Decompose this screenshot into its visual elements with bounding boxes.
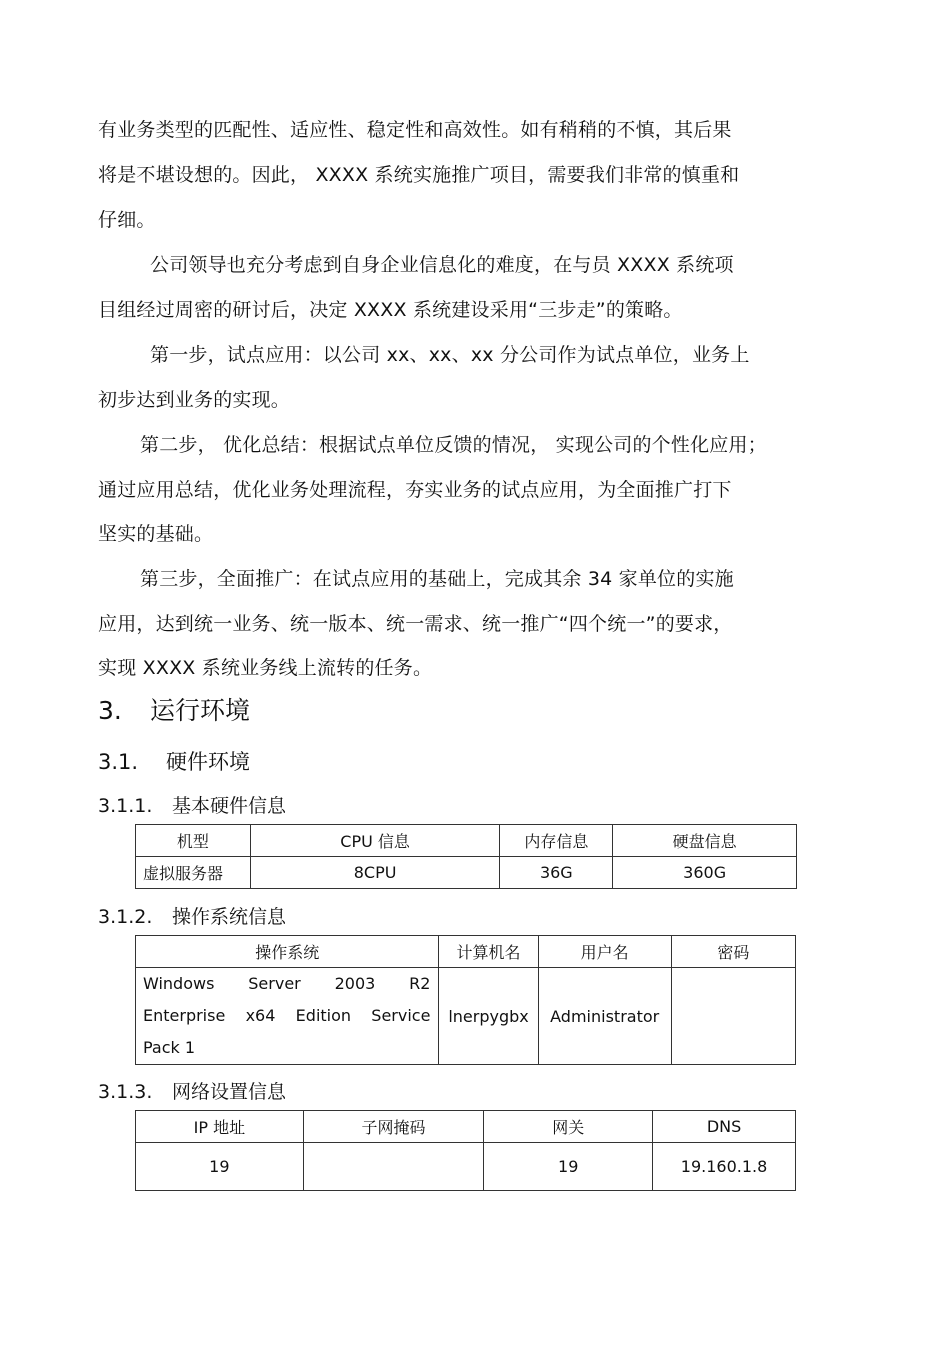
table-header: CPU 信息: [250, 825, 500, 857]
table-cell: 19: [484, 1143, 653, 1191]
heading-text: 操作系统信息: [172, 906, 287, 928]
table-header: 用户名: [538, 936, 671, 968]
table-header: 计算机名: [439, 936, 538, 968]
os-line: [143, 1000, 430, 1032]
paragraph-line: 公司领导也充分考虑到自身企业信息化的难度，在与员 XXXX 系统项: [150, 254, 734, 276]
network-table: [135, 1110, 796, 1191]
table-cell: 8CPU: [250, 857, 500, 889]
paragraph-line: 第二步， 优化总结：根据试点单位反馈的情况， 实现公司的个性化应用；: [140, 434, 767, 456]
heading-number: 3.: [98, 696, 122, 725]
table-header-row: [136, 825, 797, 857]
os-word: Enterprise: [143, 1006, 226, 1025]
table-header: 机型: [136, 825, 251, 857]
paragraph-line: 实现 XXXX 系统业务线上流转的任务。: [98, 657, 433, 679]
table-row: [136, 857, 797, 889]
hardware-table: [135, 824, 797, 889]
heading-number: 3.1.2.: [98, 906, 153, 928]
heading-text: 运行环境: [150, 696, 251, 725]
os-word: x64: [245, 1006, 276, 1025]
paragraph-line: 目组经过周密的研讨后，决定 XXXX 系统建设采用“三步走”的策略。: [98, 299, 683, 321]
os-name-cell: [136, 968, 439, 1065]
table-cell: 36G: [500, 857, 613, 889]
table-cell: 19.160.1.8: [653, 1143, 796, 1191]
heading-text: 网络设置信息: [172, 1081, 287, 1103]
table-cell: 虚拟服务器: [136, 857, 251, 889]
os-line: [143, 968, 430, 1000]
table-header: 密码: [671, 936, 795, 968]
table-header: IP 地址: [136, 1111, 304, 1143]
heading-run-environment: [98, 696, 250, 726]
table-header: 网关: [484, 1111, 653, 1143]
table-header: 子网掩码: [303, 1111, 484, 1143]
table-cell: [303, 1143, 484, 1191]
table-header: 硬盘信息: [613, 825, 797, 857]
paragraph-line: 第三步，全面推广：在试点应用的基础上，完成其余 34 家单位的实施: [140, 568, 734, 590]
table-cell: Administrator: [538, 968, 671, 1065]
paragraph-line: 将是不堪设想的。因此， XXXX 系统实施推广项目，需要我们非常的慎重和: [98, 164, 740, 186]
os-table: [135, 935, 796, 1065]
os-word: Edition: [295, 1006, 352, 1025]
heading-number: 3.1.3.: [98, 1081, 153, 1103]
table-header-row: [136, 1111, 796, 1143]
paragraph-line: 有业务类型的匹配性、适应性、稳定性和高效性。如有稍稍的不慎，其后果: [98, 119, 732, 141]
os-word: Service: [371, 1006, 431, 1025]
os-word: Windows: [143, 974, 215, 993]
paragraph-line: 坚实的基础。: [98, 523, 214, 545]
os-line: Pack 1: [143, 1038, 196, 1057]
os-word: Server: [248, 974, 301, 993]
heading-number: 3.1.: [98, 750, 139, 774]
table-header: 内存信息: [500, 825, 613, 857]
table-header: DNS: [653, 1111, 796, 1143]
paragraph-line: 仔细。: [98, 209, 156, 231]
heading-basic-hardware: [98, 794, 286, 818]
table-cell: [671, 968, 795, 1065]
table-header-row: [136, 936, 796, 968]
heading-os-info: [98, 905, 286, 929]
table-row: [136, 1143, 796, 1191]
table-cell: 19: [136, 1143, 304, 1191]
paragraph-line: 初步达到业务的实现。: [98, 389, 291, 411]
paragraph-line: 第一步，试点应用：以公司 xx、xx、xx 分公司作为试点单位，业务上: [150, 344, 750, 366]
os-word: R2: [409, 974, 431, 993]
heading-text: 基本硬件信息: [172, 795, 287, 817]
heading-network-info: [98, 1080, 286, 1104]
heading-hardware-environment: [98, 749, 250, 775]
table-header: 操作系统: [136, 936, 439, 968]
heading-number: 3.1.1.: [98, 795, 153, 817]
table-cell: 360G: [613, 857, 797, 889]
heading-text: 硬件环境: [166, 750, 250, 774]
table-cell: lnerpygbx: [439, 968, 538, 1065]
os-word: 2003: [334, 974, 376, 993]
paragraph-line: 应用，达到统一业务、统一版本、统一需求、统一推广“四个统一”的要求，: [98, 613, 733, 635]
paragraph-line: 通过应用总结，优化业务处理流程，夯实业务的试点应用，为全面推广打下: [98, 479, 732, 501]
table-row: [136, 968, 796, 1065]
